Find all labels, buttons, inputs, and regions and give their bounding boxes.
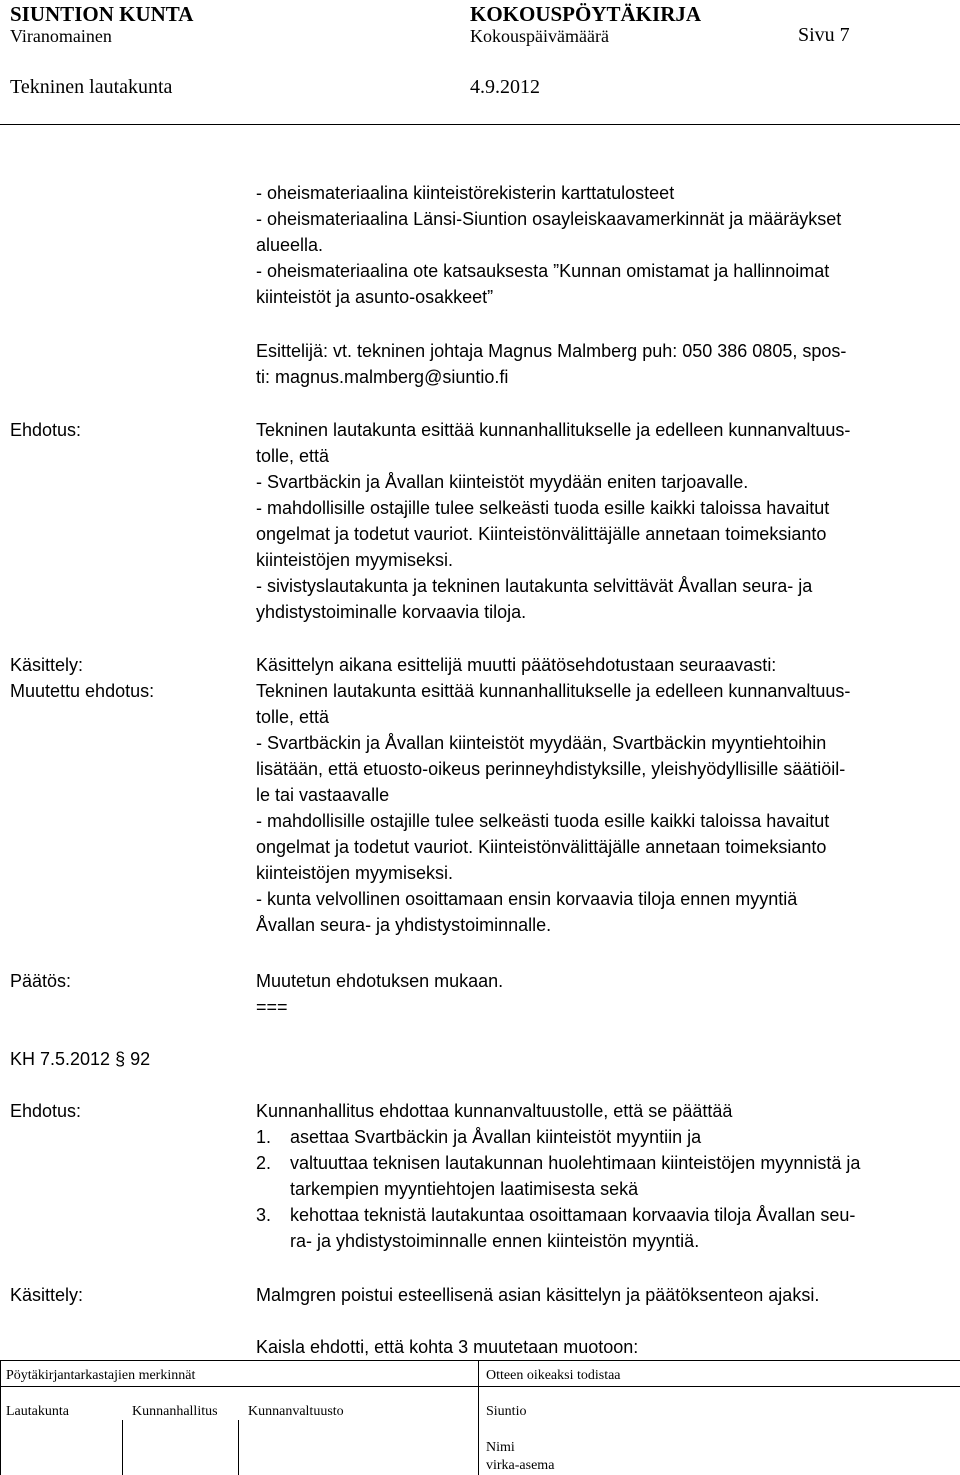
document-type: KOKOUSPÖYTÄKIRJA bbox=[470, 2, 702, 26]
text-line: tarkempien myyntiehtojen laatimisesta sekä bbox=[290, 1179, 639, 1199]
text-line: Käsittelyn aikana esittelijä muutti päätösehdotustaan seuraavasti: bbox=[256, 655, 777, 675]
text-line: - oheismateriaalina Länsi-Siuntion osayleiskaavamerkinnät ja määräykset bbox=[256, 209, 842, 229]
list-number: 3. bbox=[256, 1205, 272, 1225]
position-label: virka-asema bbox=[486, 1458, 555, 1473]
kh-handling-text bbox=[256, 1282, 819, 1308]
name-label: Nimi bbox=[486, 1440, 515, 1455]
meeting-date-label: Kokouspäivämäärä bbox=[470, 26, 609, 46]
footer-col-divider bbox=[122, 1420, 123, 1475]
text-line: Kunnanhallitus ehdottaa kunnanvaltuustolle, että se päättää bbox=[256, 1101, 733, 1121]
text-line: - mahdollisille ostajille tulee selkeästi tuoda esille kaikki taloissa havaitut bbox=[256, 498, 830, 518]
kh-proposal-list bbox=[256, 1124, 860, 1254]
reviewers-label: Pöytäkirjantarkastajien merkinnät bbox=[6, 1368, 196, 1383]
authority-label: Viranomainen bbox=[10, 26, 112, 46]
kh-proposal-label: Ehdotus: bbox=[10, 1101, 82, 1121]
text-line: ra- ja yhdistystoiminnalle ennen kiinteistön myyntiä. bbox=[290, 1231, 700, 1251]
text-line: - Svartbäckin ja Åvallan kiinteistöt myydään, Svartbäckin myyntiehtoihin bbox=[256, 733, 827, 753]
text-line: kiinteistöjen myymiseksi. bbox=[256, 863, 454, 883]
page-number: Sivu 7 bbox=[798, 24, 850, 46]
list-item bbox=[256, 1150, 860, 1202]
text-line: - sivistyslautakunta ja tekninen lautakunta selvittävät Åvallan seura- ja bbox=[256, 576, 813, 596]
handling-label: Käsittely: bbox=[10, 655, 84, 675]
text-line: kiinteistöt ja asunto-osakkeet” bbox=[256, 287, 494, 307]
list-number: 2. bbox=[256, 1153, 272, 1173]
text-line: Esittelijä: vt. tekninen johtaja Magnus Malmberg puh: 050 386 0805, spos- bbox=[256, 341, 847, 361]
footer-col-divider bbox=[238, 1420, 239, 1475]
text-line: - oheismateriaalina kiinteistörekisterin karttatulosteet bbox=[256, 183, 675, 203]
siuntio-label: Siuntio bbox=[486, 1404, 527, 1419]
list-item bbox=[256, 1202, 860, 1254]
certified-label: Otteen oikeaksi todistaa bbox=[486, 1368, 621, 1383]
header-divider bbox=[0, 124, 960, 125]
kunnanhallitus-label: Kunnanhallitus bbox=[132, 1404, 218, 1419]
text-line: Malmgren poistui esteellisenä asian käsittelyn ja päätöksenteon ajaksi. bbox=[256, 1285, 820, 1305]
text-line: ti: magnus.malmberg@siuntio.fi bbox=[256, 367, 509, 387]
modified-proposal-label: Muutettu ehdotus: bbox=[10, 681, 155, 701]
text-line: - kunta velvollinen osoittamaan ensin korvaavia tiloja ennen myyntiä bbox=[256, 889, 798, 909]
text-line: yhdistystoiminalle korvaavia tiloja. bbox=[256, 602, 527, 622]
kunnanvaltuusto-label: Kunnanvaltuusto bbox=[248, 1404, 344, 1419]
text-line: asettaa Svartbäckin ja Åvallan kiinteistöt myyntiin ja bbox=[290, 1127, 702, 1147]
intro-attachments bbox=[256, 180, 841, 310]
footer-divider bbox=[478, 1360, 479, 1475]
kh-proposal-intro bbox=[256, 1098, 732, 1124]
text-line: Tekninen lautakunta esittää kunnanhallitukselle ja edelleen kunnanvaltuus- bbox=[256, 681, 851, 701]
kh-amendment-text bbox=[256, 1334, 638, 1360]
text-line: kiinteistöjen myymiseksi. bbox=[256, 550, 454, 570]
list-item bbox=[256, 1124, 860, 1150]
text-line: Kaisla ehdotti, että kohta 3 muutetaan muotoon: bbox=[256, 1337, 639, 1357]
text-line: Åvallan seura- ja yhdistystoiminnalle. bbox=[256, 915, 552, 935]
meeting-date: 4.9.2012 bbox=[470, 76, 540, 98]
proposal-text bbox=[256, 417, 850, 625]
kh-reference: KH 7.5.2012 § 92 bbox=[10, 1049, 151, 1069]
decision-text bbox=[256, 968, 503, 1020]
footer bbox=[0, 1360, 960, 1475]
text-line: tolle, että bbox=[256, 446, 330, 466]
text-line: valtuuttaa teknisen lautakunnan huolehtimaan kiinteistöjen myynnistä ja bbox=[290, 1153, 861, 1173]
text-line: ongelmat ja todetut vauriot. Kiinteistönvälittäjälle annetaan toimeksianto bbox=[256, 837, 827, 857]
footer-mid-rule bbox=[0, 1386, 960, 1387]
text-line: le tai vastaavalle bbox=[256, 785, 390, 805]
lautakunta-label: Lautakunta bbox=[6, 1404, 69, 1419]
text-line: ongelmat ja todetut vauriot. Kiinteistönvälittäjälle annetaan toimeksianto bbox=[256, 524, 827, 544]
text-line: - Svartbäckin ja Åvallan kiinteistöt myydään eniten tarjoavalle. bbox=[256, 472, 749, 492]
text-line: - mahdollisille ostajille tulee selkeästi tuoda esille kaikki taloissa havaitut bbox=[256, 811, 830, 831]
footer-left-border bbox=[0, 1360, 1, 1475]
text-line: lisätään, että etuosto-oikeus perinneyhdistyksille, yleishyödyllisille säätiöil- bbox=[256, 759, 846, 779]
proposal-label: Ehdotus: bbox=[10, 420, 82, 440]
text-line: === bbox=[256, 997, 288, 1017]
text-line: kehottaa teknistä lautakuntaa osoittamaan korvaavia tiloja Åvallan seu- bbox=[290, 1205, 856, 1225]
text-line: Tekninen lautakunta esittää kunnanhallitukselle ja edelleen kunnanvaltuus- bbox=[256, 420, 851, 440]
footer-top-rule bbox=[0, 1360, 960, 1361]
modified-proposal-text bbox=[256, 652, 850, 938]
kh-handling-label: Käsittely: bbox=[10, 1285, 84, 1305]
text-line: Muutetun ehdotuksen mukaan. bbox=[256, 971, 504, 991]
decision-label: Päätös: bbox=[10, 971, 72, 991]
text-line: tolle, että bbox=[256, 707, 330, 727]
authority-name: Tekninen lautakunta bbox=[10, 76, 173, 98]
text-line: alueella. bbox=[256, 235, 324, 255]
list-number: 1. bbox=[256, 1127, 272, 1147]
presenter-info bbox=[256, 338, 846, 390]
org-name: SIUNTION KUNTA bbox=[10, 2, 194, 26]
text-line: - oheismateriaalina ote katsauksesta ”Kunnan omistamat ja hallinnoimat bbox=[256, 261, 830, 281]
